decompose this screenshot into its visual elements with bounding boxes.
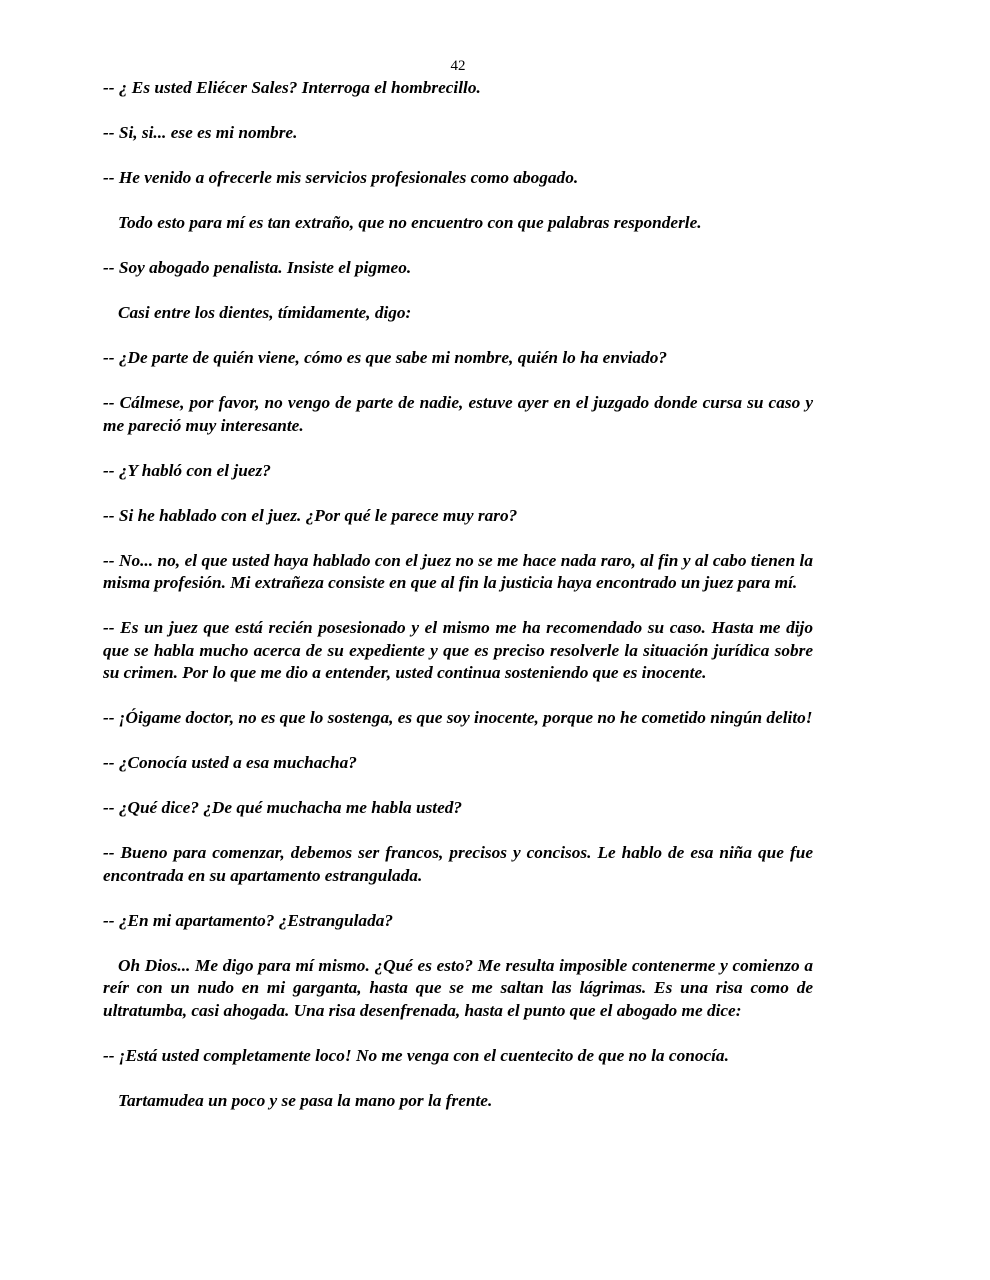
paragraph-8: -- Cálmese, por favor, no vengo de parte de nadie, estuve ayer en el juzgado donde cursa su caso y me pareció muy interesante. bbox=[103, 393, 813, 435]
paragraph-9: -- ¿Y habló con el juez? bbox=[103, 460, 271, 480]
document-body bbox=[103, 77, 813, 1135]
paragraph-2: -- Si, si... ese es mi nombre. bbox=[103, 123, 298, 142]
paragraph-3: -- He venido a ofrecerle mis servicios profesionales como abogado. bbox=[103, 168, 579, 187]
paragraph-11: -- No... no, el que usted haya hablado con el juez no se me hace nada raro, al fin y al cabo tienen la misma profesión. Mi extrañeza consiste en que al fin la justicia haya encontrado un juez para mí. bbox=[103, 550, 813, 592]
paragraph-10: -- Si he hablado con el juez. ¿Por qué le parece muy raro? bbox=[103, 505, 518, 525]
paragraph-12: -- Es un juez que está recién posesionado y el mismo me ha recomendado su caso. Hasta me dijo que se habla mucho acerca de su expediente y que es preciso resolverle la situación jurídica sobre su crimen. Por lo que me dio a entender, usted continua sosteniendo que es inocente. bbox=[103, 618, 813, 682]
paragraph-16: -- Bueno para comenzar, debemos ser francos, precisos y concisos. Le hablo de esa niña que fue encontrada en su apartamento estrangulada. bbox=[103, 843, 813, 885]
paragraph-5: -- Soy abogado penalista. Insiste el pigmeo. bbox=[103, 258, 412, 277]
paragraph-14: -- ¿Conocía usted a esa muchacha? bbox=[103, 753, 357, 772]
paragraph-6: Casi entre los dientes, tímidamente, digo: bbox=[118, 303, 412, 322]
paragraph-7: -- ¿De parte de quién viene, cómo es que sabe mi nombre, quién lo ha enviado? bbox=[103, 348, 667, 367]
paragraph-20: Tartamudea un poco y se pasa la mano por la frente. bbox=[118, 1090, 493, 1110]
paragraph-18: Oh Dios... Me digo para mí mismo. ¿Qué es esto? Me resulta imposible contenerme y comienzo a reír con un nudo en mi garganta, hasta que se me saltan las lágrimas. Es una risa como de ultratumba, casi ahogada. Una risa desenfrenada, hasta el punto que el abogado me dice: bbox=[103, 955, 813, 1020]
paragraph-1: -- ¿ Es usted Eliécer Sales? Interroga el hombrecillo. bbox=[103, 78, 481, 97]
page-number: 42 bbox=[450, 58, 466, 74]
paragraph-17: -- ¿En mi apartamento? ¿Estrangulada? bbox=[103, 910, 393, 930]
paragraph-13: -- ¡Óigame doctor, no es que lo sostenga, es que soy inocente, porque no he cometido ningún delito! bbox=[103, 708, 813, 727]
paragraph-4: Todo esto para mí es tan extraño, que no encuentro con que palabras responderle. bbox=[118, 213, 702, 232]
paragraph-19: -- ¡Está usted completamente loco! No me venga con el cuentecito de que no la conocía. bbox=[103, 1045, 729, 1065]
paragraph-15: -- ¿Qué dice? ¿De qué muchacha me habla usted? bbox=[103, 798, 463, 817]
